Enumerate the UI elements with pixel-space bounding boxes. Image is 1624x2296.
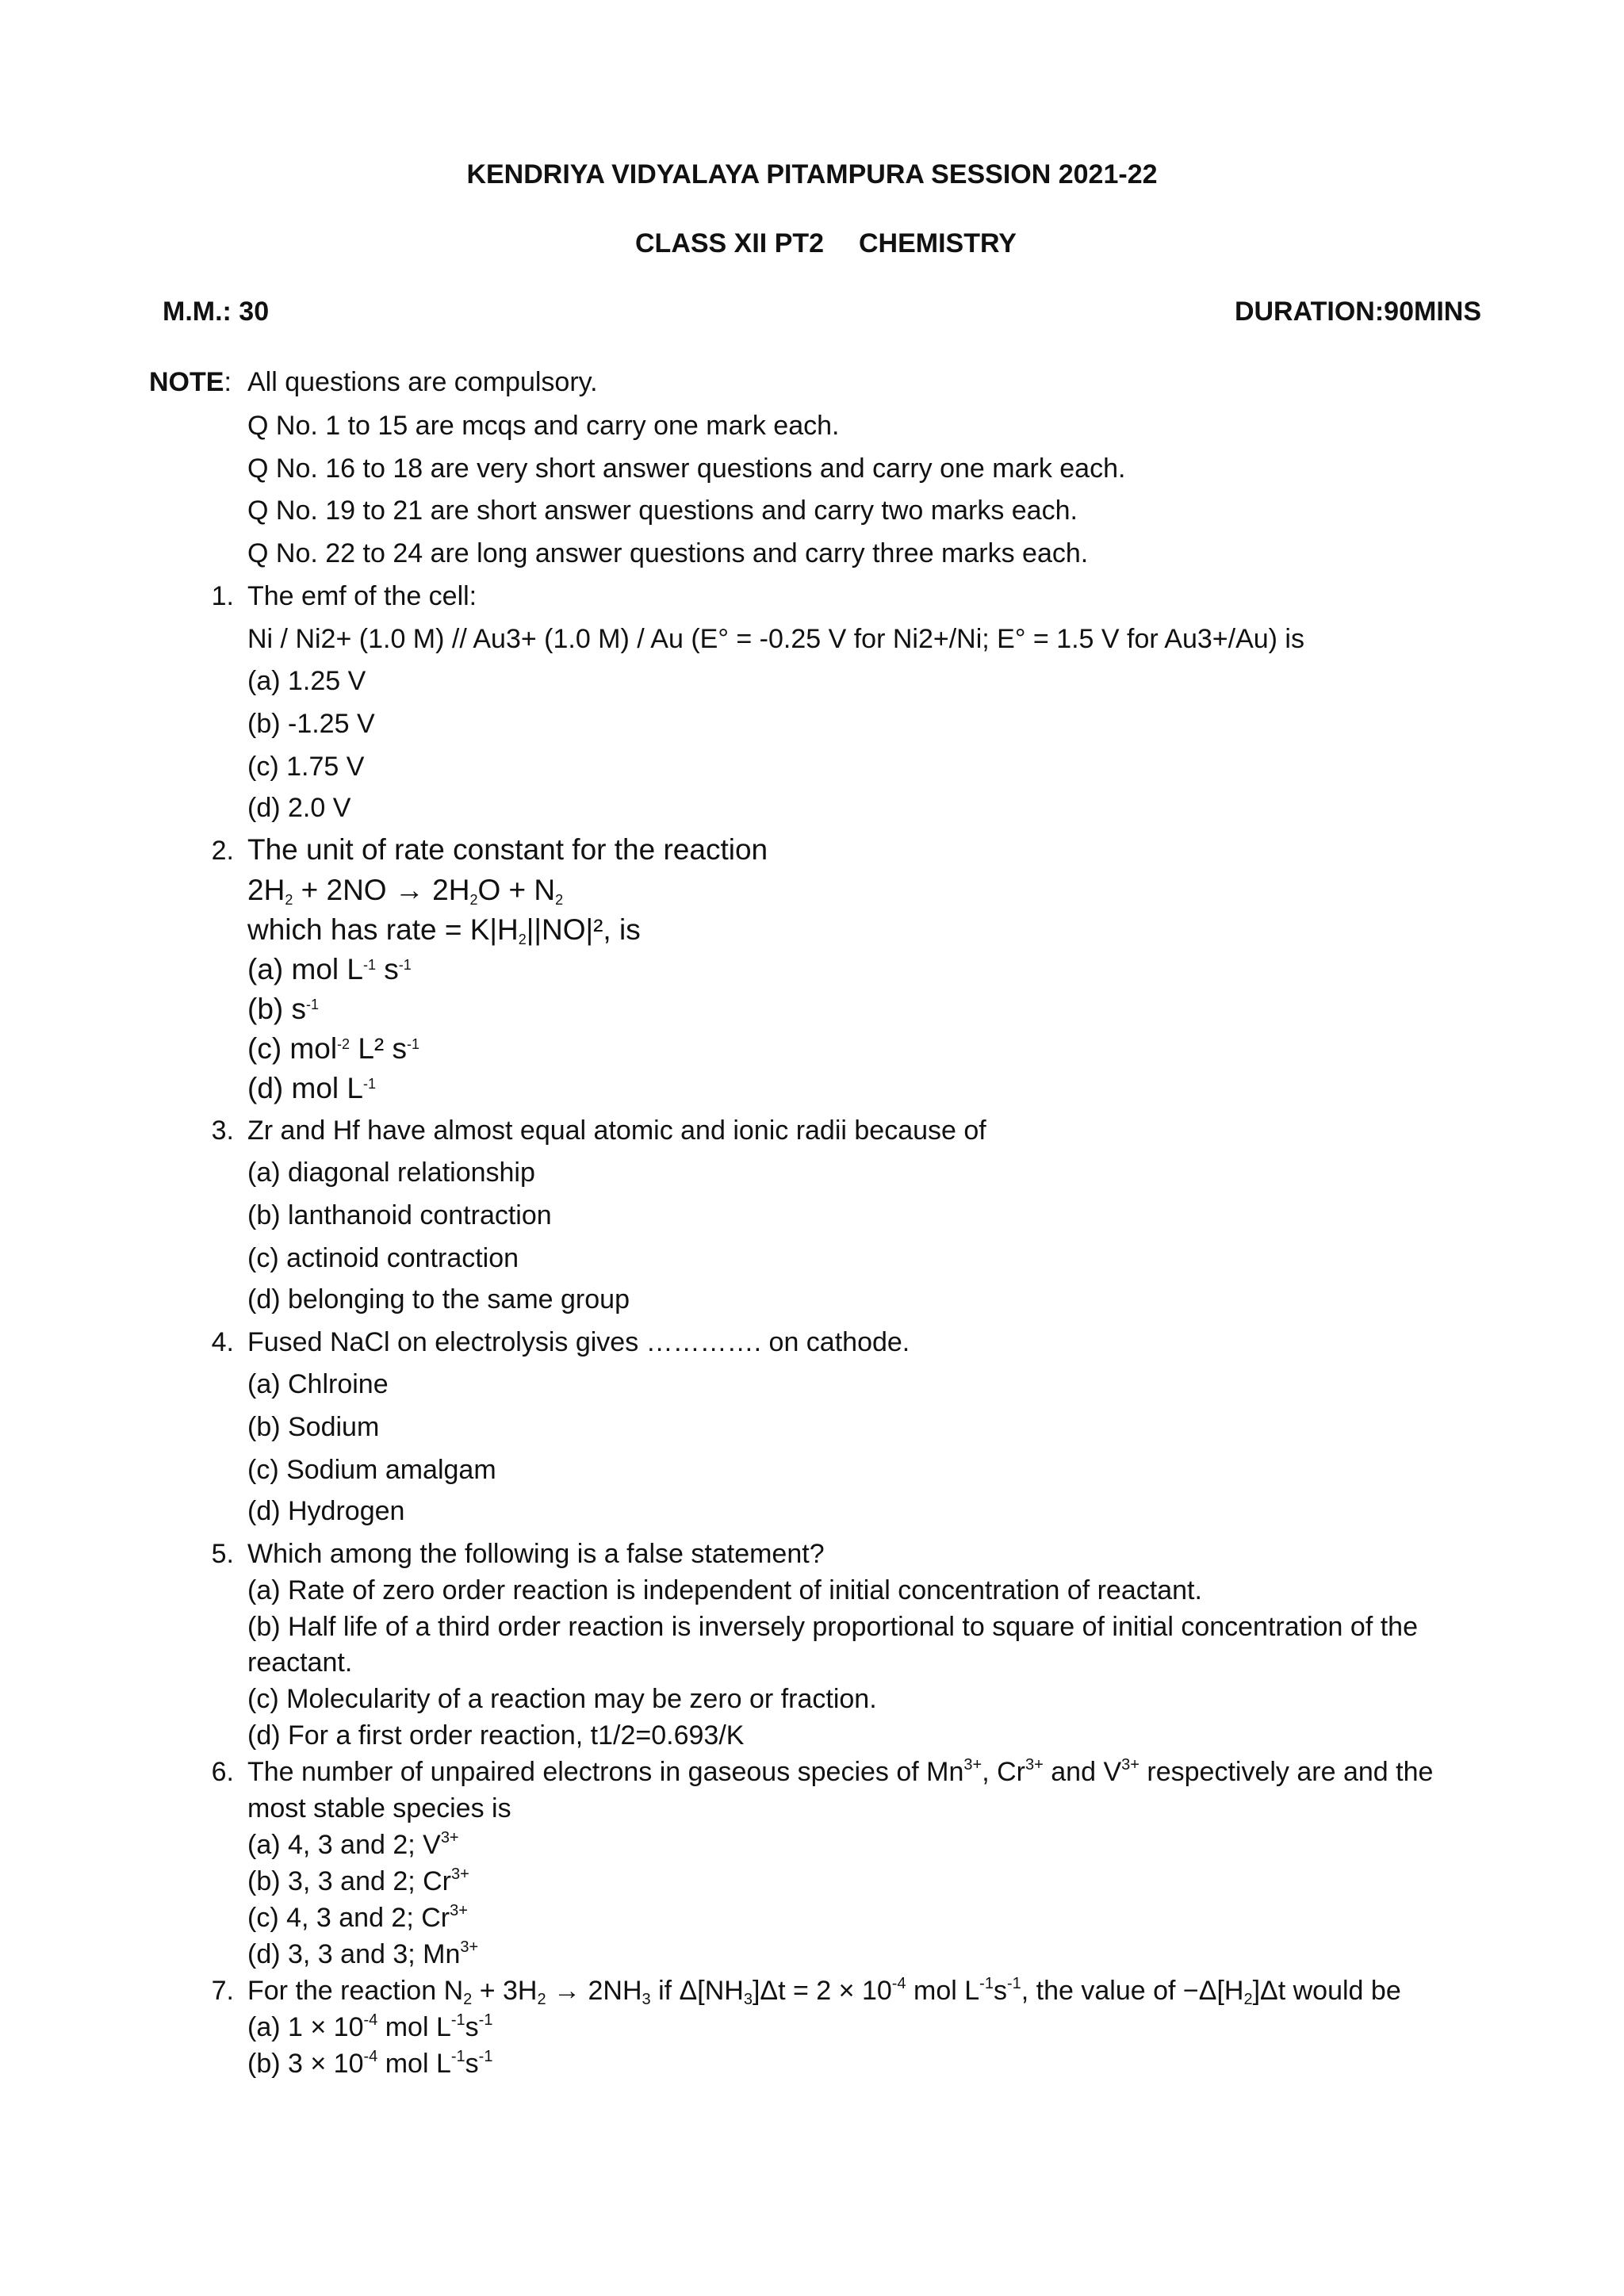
option: (a) Chlroine — [247, 1369, 389, 1399]
note-line: Q No. 22 to 24 are long answer questions and carry three marks each. — [247, 538, 1089, 568]
option: (b) lanthanoid contraction — [247, 1200, 552, 1230]
question-number: 3. — [211, 1115, 234, 1146]
option: (d) Hydrogen — [247, 1496, 405, 1526]
option: (d) 2.0 V — [247, 793, 351, 823]
option: (a) diagonal relationship — [247, 1158, 535, 1188]
option: (c) 1.75 V — [247, 752, 365, 782]
note-line: Q No. 1 to 15 are mcqs and carry one mark each. — [247, 411, 840, 441]
option: (a) 4, 3 and 2; $V^{3+}$ — [247, 1829, 459, 1860]
option: (d) mol $L^{-1}$ — [247, 1072, 376, 1104]
option: (d) 3, 3 and 3; $Mn^{3+}$ — [247, 1938, 479, 1969]
option: (b) Sodium — [247, 1412, 380, 1442]
note-line: Q No. 19 to 21 are short answer questions and carry two marks each. — [247, 496, 1078, 526]
option: (c) Molecularity of a reaction may be zero or fraction. — [247, 1684, 877, 1714]
question-number: 2. — [211, 836, 234, 866]
question-number: 1. — [211, 581, 234, 611]
subject-label: CHEMISTRY — [859, 228, 1017, 258]
option: (d) belonging to the same group — [247, 1284, 630, 1314]
option: (b) 3, 3 and 2; $Cr^{3+}$ — [247, 1866, 469, 1896]
question-text: Fused NaCl on electrolysis gives …………. on cathode. — [247, 1327, 910, 1357]
question-text: The unit of rate constant for the reaction — [247, 833, 768, 866]
question-text: The emf of the cell: — [247, 581, 477, 611]
cell-notation: Ni / Ni2+ (1.0 M) // Au3+ (1.0 M) / Au (E° = -0.25 V for Ni2+/Ni; E° = 1.5 V for Au3+/Au) is — [247, 624, 1304, 654]
question-text: Which among the following is a false statement? — [247, 1539, 825, 1569]
option: (b) $s^{-1}$ — [247, 993, 320, 1025]
question-text: For the reaction $N_2 + 3H_2 \to 2NH_3$ if $\Delta[NH_3]\Delta t = 2 \times 10^{-4}$ mol $L^{-1}s^{-1}$, the value of $-\Delta[H_2]\Delta t$ would be — [247, 1975, 1401, 2008]
option: (b) -1.25 V — [247, 709, 375, 739]
option: (a) $1 \times 10^{-4}$ mol $L^{-1}s^{-1}$ — [247, 2011, 493, 2042]
question-number: 6. — [211, 1757, 234, 1787]
note-label: NOTE: — [149, 367, 232, 397]
max-marks: M.M.: 30 — [163, 297, 270, 327]
option: (a) mol $L^{-1}$ $s^{-1}$ — [247, 953, 412, 985]
option: (c) mol$^{-2}$ L² $s^{-1}$ — [247, 1032, 420, 1065]
option-continuation: reactant. — [247, 1647, 353, 1678]
option: (b) Half life of a third order reaction is inversely proportional to square of initial concentration of the — [247, 1612, 1418, 1642]
option: (b) $3 \times 10^{-4}$ mol $L^{-1}s^{-1}$ — [247, 2048, 493, 2079]
note-line: Q No. 16 to 18 are very short answer questions and carry one mark each. — [247, 453, 1126, 484]
reaction-equation: $2H_2 + 2NO \to 2H_2O + N_2$ — [247, 874, 564, 908]
question-number: 5. — [211, 1539, 234, 1569]
question-text: The number of unpaired electrons in gaseous species of $Mn^{3+}$, $Cr^{3+}$ and $V^{3+}$ respectively are and the — [247, 1756, 1434, 1787]
option: (c) 4, 3 and 2; $Cr^{3+}$ — [247, 1902, 468, 1933]
school-title: KENDRIYA VIDYALAYA PITAMPURA SESSION 2021-22 — [466, 159, 1158, 189]
question-number: 7. — [211, 1976, 234, 2006]
option: (c) Sodium amalgam — [247, 1455, 496, 1485]
option: (a) Rate of zero order reaction is independent of initial concentration of reactant. — [247, 1575, 1202, 1605]
duration: DURATION:90MINS — [1234, 297, 1481, 327]
rate-law: which has rate = $K|H_2||NO|^2$, is — [247, 913, 641, 947]
option: (a) 1.25 V — [247, 666, 366, 696]
option: (c) actinoid contraction — [247, 1243, 519, 1273]
question-text: Zr and Hf have almost equal atomic and ionic radii because of — [247, 1115, 986, 1146]
option: (d) For a first order reaction, t1/2=0.693/K — [247, 1720, 745, 1751]
question-number: 4. — [211, 1327, 234, 1357]
note-line: All questions are compulsory. — [247, 367, 598, 397]
class-label: CLASS XII PT2 — [635, 228, 825, 258]
question-text-continuation: most stable species is — [247, 1793, 511, 1823]
